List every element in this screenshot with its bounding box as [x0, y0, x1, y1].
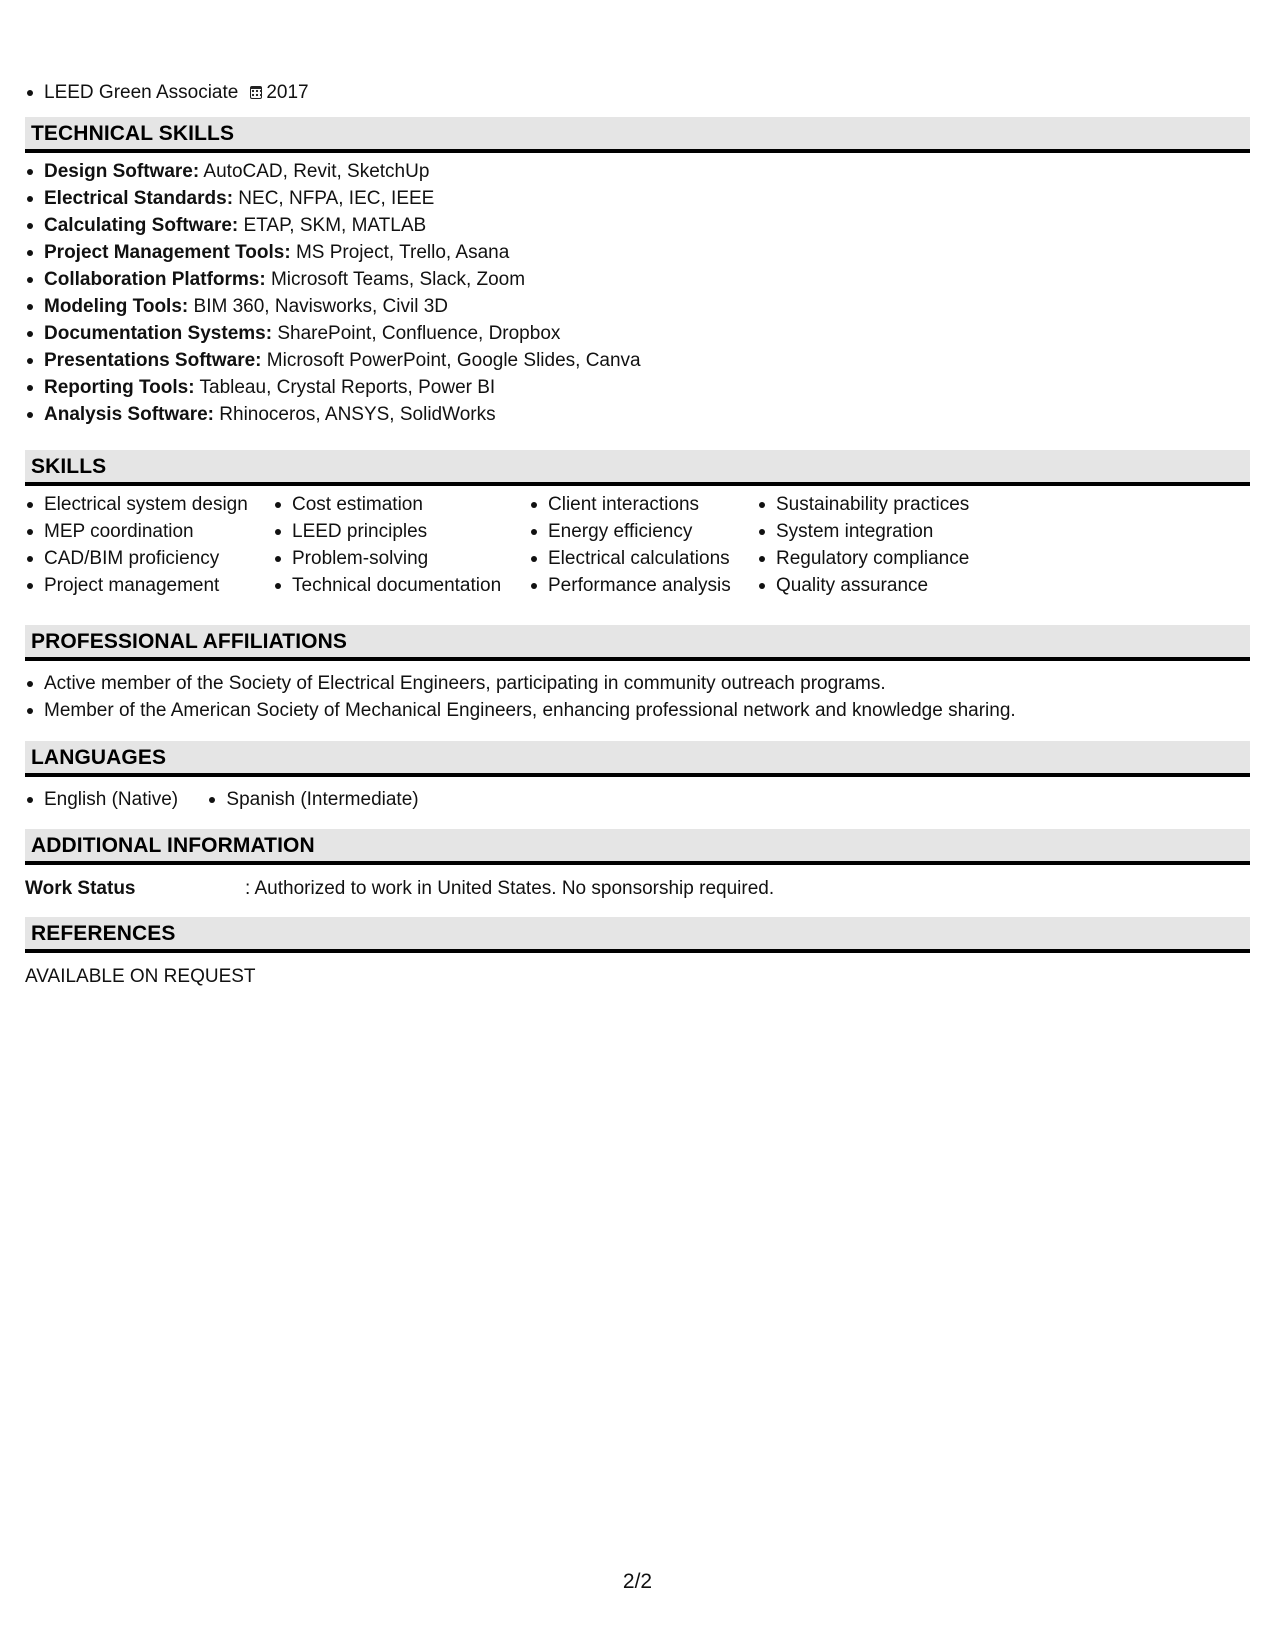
- section-header-languages: [25, 741, 1250, 777]
- skill-label: Design Software:: [44, 161, 200, 182]
- skill-label: Reporting Tools:: [44, 377, 195, 398]
- list-item: Energy efficiency: [529, 518, 731, 545]
- list-item: Project management: [25, 572, 248, 599]
- list-item: LEED principles: [273, 518, 501, 545]
- skill-value: Microsoft PowerPoint, Google Slides, Canva: [261, 350, 641, 371]
- list-item: [25, 401, 641, 428]
- list-item: [25, 347, 641, 374]
- skill-label: Analysis Software:: [44, 404, 214, 425]
- list-item: [25, 374, 641, 401]
- skill-label: Project Management Tools:: [44, 242, 291, 263]
- section-header-technical-skills: [25, 117, 1250, 153]
- list-item: [25, 320, 641, 347]
- skill-value: NEC, NFPA, IEC, IEEE: [233, 188, 435, 209]
- list-item: [25, 293, 641, 320]
- list-item: Electrical calculations: [529, 545, 731, 572]
- affiliations-list: [25, 670, 1016, 724]
- work-status-row: [25, 875, 136, 902]
- skill-value: SharePoint, Confluence, Dropbox: [272, 323, 561, 344]
- list-item: Problem-solving: [273, 545, 501, 572]
- section-title: LANGUAGES: [31, 746, 167, 769]
- section-header-references: [25, 917, 1250, 953]
- section-title: PROFESSIONAL AFFILIATIONS: [31, 630, 347, 653]
- list-item: [25, 185, 641, 212]
- certification-year: 2017: [266, 82, 309, 103]
- skill-value: AutoCAD, Revit, SketchUp: [199, 161, 430, 182]
- list-item: Active member of the Society of Electrical Engineers, participating in community outreach programs.: [25, 670, 1016, 697]
- skill-label: Collaboration Platforms:: [44, 269, 266, 290]
- section-title: TECHNICAL SKILLS: [31, 122, 235, 145]
- list-item: Regulatory compliance: [757, 545, 969, 572]
- skill-value: Tableau, Crystal Reports, Power BI: [194, 377, 496, 398]
- section-title: SKILLS: [31, 455, 107, 478]
- work-status-value-row: [245, 875, 774, 902]
- list-item: Sustainability practices: [757, 491, 969, 518]
- list-item: [25, 239, 641, 266]
- work-status-value: : Authorized to work in United States. No sponsorship required.: [245, 878, 775, 899]
- technical-skills-list: [25, 158, 641, 428]
- certification-list: [25, 79, 309, 106]
- list-item: Technical documentation: [273, 572, 501, 599]
- list-item: [25, 212, 641, 239]
- section-title: REFERENCES: [31, 922, 176, 945]
- list-item: [25, 158, 641, 185]
- skills-column: [25, 491, 248, 599]
- section-title: ADDITIONAL INFORMATION: [31, 834, 315, 857]
- list-item: System integration: [757, 518, 969, 545]
- skills-column: [529, 491, 731, 599]
- list-item: Electrical system design: [25, 491, 248, 518]
- page-number: 2/2: [622, 1570, 653, 1593]
- calendar-icon: [250, 86, 262, 99]
- list-item: Cost estimation: [273, 491, 501, 518]
- list-item: MEP coordination: [25, 518, 248, 545]
- certification-item: [25, 79, 309, 106]
- list-item: CAD/BIM proficiency: [25, 545, 248, 572]
- skill-value: Microsoft Teams, Slack, Zoom: [265, 269, 526, 290]
- list-item: Performance analysis: [529, 572, 731, 599]
- work-status-label: Work Status: [25, 878, 136, 899]
- list-item: Client interactions: [529, 491, 731, 518]
- certification-name: LEED Green Associate: [44, 82, 239, 103]
- section-header-affiliations: [25, 625, 1250, 661]
- skill-label: Documentation Systems:: [44, 323, 273, 344]
- list-item: [25, 266, 641, 293]
- skill-value: MS Project, Trello, Asana: [290, 242, 510, 263]
- references-text: AVAILABLE ON REQUEST: [25, 966, 256, 987]
- list-item: English (Native): [25, 786, 178, 813]
- skill-label: Electrical Standards:: [44, 188, 234, 209]
- skill-value: Rhinoceros, ANSYS, SolidWorks: [214, 404, 496, 425]
- list-item: Quality assurance: [757, 572, 969, 599]
- skills-column: [273, 491, 501, 599]
- skill-label: Modeling Tools:: [44, 296, 189, 317]
- list-item: Member of the American Society of Mechanical Engineers, enhancing professional network and knowledge sharing.: [25, 697, 1016, 724]
- skill-value: BIM 360, Navisworks, Civil 3D: [188, 296, 448, 317]
- section-header-additional-info: [25, 829, 1250, 865]
- languages-list: [25, 786, 443, 813]
- list-item: Spanish (Intermediate): [207, 786, 418, 813]
- skills-column: [757, 491, 969, 599]
- skill-label: Presentations Software:: [44, 350, 262, 371]
- skill-value: ETAP, SKM, MATLAB: [238, 215, 427, 236]
- section-header-skills: [25, 450, 1250, 486]
- skill-label: Calculating Software:: [44, 215, 239, 236]
